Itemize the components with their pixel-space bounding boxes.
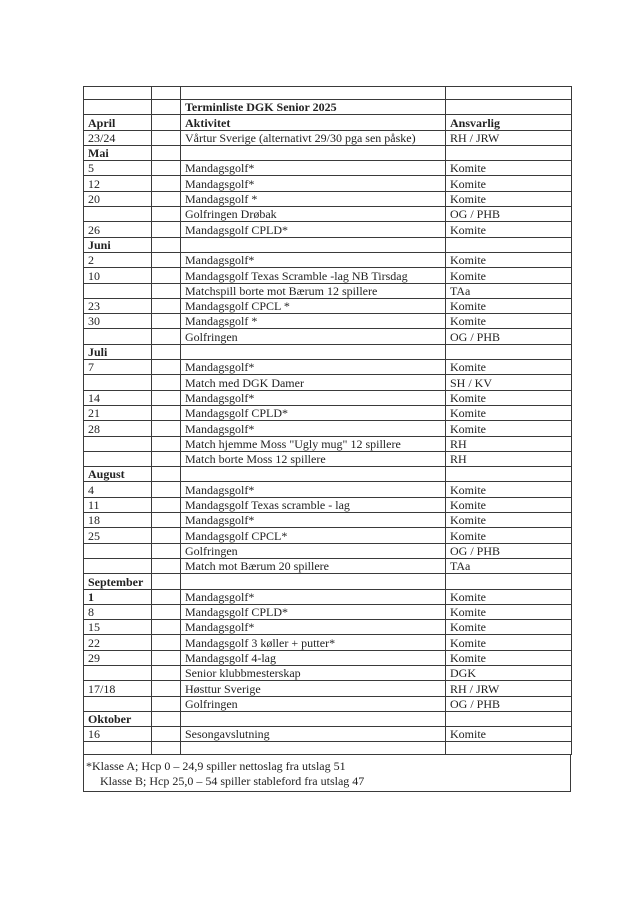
spacer-cell: [152, 635, 181, 650]
date-cell: Oktober: [84, 711, 152, 726]
date-cell: 22: [84, 635, 152, 650]
activity-cell: Sesongavslutning: [181, 727, 446, 742]
spacer-cell: [152, 451, 181, 466]
date-cell: 14: [84, 390, 152, 405]
schedule-title: Terminliste DGK Senior 2025: [181, 100, 446, 115]
table-row: [84, 283, 572, 298]
date-cell: September: [84, 574, 152, 589]
schedule-table: [83, 86, 572, 755]
spacer-cell: [152, 176, 181, 191]
month-header-row: [84, 115, 572, 130]
month-header-row: [84, 711, 572, 726]
spacer-cell: [152, 130, 181, 145]
table-row: [84, 482, 572, 497]
table-row: [84, 298, 572, 313]
responsible-cell: Komite: [446, 360, 572, 375]
responsible-cell: [446, 574, 572, 589]
date-cell: 10: [84, 268, 152, 283]
spacer-cell: [152, 574, 181, 589]
activity-cell: Mandagsgolf*: [181, 513, 446, 528]
spacer-cell: [152, 191, 181, 206]
activity-cell: Mandagsgolf CPLD*: [181, 604, 446, 619]
spacer-cell: [152, 421, 181, 436]
spacer-cell: [152, 161, 181, 176]
spacer-cell: [152, 314, 181, 329]
activity-cell: Match med DGK Damer: [181, 375, 446, 390]
spacer-cell: [152, 558, 181, 573]
spacer-cell: [152, 222, 181, 237]
activity-cell: [181, 711, 446, 726]
spacer-cell: [152, 252, 181, 267]
responsible-cell: Komite: [446, 620, 572, 635]
responsible-cell: Komite: [446, 298, 572, 313]
date-cell: 17/18: [84, 681, 152, 696]
spacer-cell: [152, 482, 181, 497]
spacer-cell: [152, 681, 181, 696]
date-cell: 23/24: [84, 130, 152, 145]
table-row: [84, 421, 572, 436]
date-cell: April: [84, 115, 152, 130]
activity-cell: Matchspill borte mot Bærum 12 spillere: [181, 283, 446, 298]
table-row: [84, 620, 572, 635]
activity-cell: Golfringen: [181, 329, 446, 344]
date-cell: Juli: [84, 344, 152, 359]
table-row: [84, 360, 572, 375]
date-cell: [84, 375, 152, 390]
responsible-cell: Komite: [446, 528, 572, 543]
activity-cell: Mandagsgolf 3 køller + putter*: [181, 635, 446, 650]
date-cell: 11: [84, 497, 152, 512]
spacer-cell: [152, 620, 181, 635]
date-cell: Mai: [84, 145, 152, 160]
date-cell: [84, 436, 152, 451]
responsible-cell: Komite: [446, 727, 572, 742]
spacer-cell: [152, 145, 181, 160]
responsible-cell: Komite: [446, 314, 572, 329]
responsible-cell: Komite: [446, 482, 572, 497]
table-bottom-row: [84, 742, 572, 755]
responsible-cell: Komite: [446, 650, 572, 665]
date-cell: [84, 543, 152, 558]
responsible-cell: OG / PHB: [446, 543, 572, 558]
spacer-cell: [152, 207, 181, 222]
date-cell: [84, 329, 152, 344]
table-row: [84, 268, 572, 283]
responsible-cell: [446, 711, 572, 726]
activity-cell: [181, 145, 446, 160]
responsible-cell: DGK: [446, 665, 572, 680]
date-cell: Juni: [84, 237, 152, 252]
table-row: [84, 405, 572, 420]
date-cell: [84, 558, 152, 573]
spacer-cell: [152, 467, 181, 482]
responsible-cell: RH: [446, 436, 572, 451]
responsible-cell: TAa: [446, 283, 572, 298]
activity-cell: Golfringen: [181, 696, 446, 711]
date-cell: 5: [84, 161, 152, 176]
table-row: [84, 513, 572, 528]
activity-cell: Mandagsgolf CPLD*: [181, 405, 446, 420]
table-top-row: [84, 87, 572, 100]
table-row: [84, 314, 572, 329]
date-cell: 1: [84, 589, 152, 604]
responsible-cell: Komite: [446, 421, 572, 436]
month-header-row: [84, 237, 572, 252]
spacer-cell: [152, 405, 181, 420]
responsible-cell: TAa: [446, 558, 572, 573]
activity-cell: Golfringen: [181, 543, 446, 558]
date-cell: 25: [84, 528, 152, 543]
date-cell: 7: [84, 360, 152, 375]
spacer-cell: [152, 604, 181, 619]
table-row: [84, 558, 572, 573]
activity-cell: Golfringen Drøbak: [181, 207, 446, 222]
activity-cell: Høsttur Sverige: [181, 681, 446, 696]
date-cell: August: [84, 467, 152, 482]
activity-cell: [181, 574, 446, 589]
date-cell: [84, 207, 152, 222]
spacer-cell: [152, 650, 181, 665]
activity-cell: Mandagsgolf CPCL *: [181, 298, 446, 313]
date-cell: 8: [84, 604, 152, 619]
table-row: [84, 665, 572, 680]
responsible-cell: Komite: [446, 589, 572, 604]
title-row: [84, 100, 572, 115]
responsible-cell: Komite: [446, 191, 572, 206]
activity-cell: [181, 467, 446, 482]
activity-cell: Mandagsgolf*: [181, 176, 446, 191]
activity-cell: Mandagsgolf*: [181, 421, 446, 436]
month-header-row: [84, 344, 572, 359]
date-cell: [84, 696, 152, 711]
spacer-cell: [152, 237, 181, 252]
month-header-row: [84, 574, 572, 589]
date-cell: 4: [84, 482, 152, 497]
responsible-cell: [446, 344, 572, 359]
responsible-cell: OG / PHB: [446, 329, 572, 344]
responsible-cell: [446, 467, 572, 482]
activity-cell: Mandagsgolf*: [181, 360, 446, 375]
table-row: [84, 696, 572, 711]
activity-cell: Mandagsgolf *: [181, 191, 446, 206]
spacer-cell: [152, 543, 181, 558]
activity-cell: Mandagsgolf*: [181, 589, 446, 604]
date-cell: 29: [84, 650, 152, 665]
date-cell: 21: [84, 405, 152, 420]
footnote-line-2: Klasse B; Hcp 25,0 – 54 spiller stableford fra utslag 47: [100, 774, 365, 789]
date-cell: 30: [84, 314, 152, 329]
activity-cell: Mandagsgolf*: [181, 620, 446, 635]
responsible-cell: Komite: [446, 390, 572, 405]
responsible-cell: RH / JRW: [446, 130, 572, 145]
table-row: [84, 207, 572, 222]
spacer-cell: [152, 696, 181, 711]
activity-cell: Aktivitet: [181, 115, 446, 130]
date-cell: 23: [84, 298, 152, 313]
responsible-cell: SH / KV: [446, 375, 572, 390]
table-row: [84, 635, 572, 650]
schedule-sheet: [83, 86, 571, 792]
activity-cell: Mandagsgolf Texas scramble - lag: [181, 497, 446, 512]
table-row: [84, 329, 572, 344]
responsible-cell: Komite: [446, 176, 572, 191]
date-cell: 18: [84, 513, 152, 528]
spacer-cell: [152, 360, 181, 375]
spacer-cell: [152, 497, 181, 512]
responsible-cell: Komite: [446, 268, 572, 283]
responsible-cell: Komite: [446, 513, 572, 528]
spacer-cell: [152, 115, 181, 130]
spacer-cell: [152, 344, 181, 359]
footnote-line-1: *Klasse A; Hcp 0 – 24,9 spiller nettoslag fra utslag 51: [86, 759, 346, 774]
table-row: [84, 436, 572, 451]
table-row: [84, 727, 572, 742]
activity-cell: Mandagsgolf*: [181, 390, 446, 405]
spacer-cell: [152, 268, 181, 283]
table-row: [84, 375, 572, 390]
table-row: [84, 650, 572, 665]
table-row: [84, 161, 572, 176]
spacer-cell: [152, 329, 181, 344]
responsible-cell: Komite: [446, 252, 572, 267]
responsible-cell: Ansvarlig: [446, 115, 572, 130]
spacer-cell: [152, 589, 181, 604]
date-cell: [84, 283, 152, 298]
date-cell: 2: [84, 252, 152, 267]
spacer-cell: [152, 711, 181, 726]
date-cell: 12: [84, 176, 152, 191]
table-row: [84, 191, 572, 206]
activity-cell: Mandagsgolf CPLD*: [181, 222, 446, 237]
date-cell: 28: [84, 421, 152, 436]
activity-cell: Vårtur Sverige (alternativt 29/30 pga sen påske): [181, 130, 446, 145]
table-row: [84, 390, 572, 405]
date-cell: [84, 665, 152, 680]
spacer-cell: [152, 513, 181, 528]
activity-cell: Match hjemme Moss "Ugly mug" 12 spillere: [181, 436, 446, 451]
activity-cell: Mandagsgolf*: [181, 252, 446, 267]
date-cell: 20: [84, 191, 152, 206]
spacer-cell: [152, 528, 181, 543]
table-row: [84, 130, 572, 145]
responsible-cell: RH / JRW: [446, 681, 572, 696]
date-cell: [84, 451, 152, 466]
responsible-cell: Komite: [446, 222, 572, 237]
month-header-row: [84, 467, 572, 482]
responsible-cell: Komite: [446, 161, 572, 176]
date-cell: 16: [84, 727, 152, 742]
table-row: [84, 222, 572, 237]
activity-cell: Mandagsgolf*: [181, 161, 446, 176]
spacer-cell: [152, 665, 181, 680]
spacer-cell: [152, 298, 181, 313]
date-cell: 26: [84, 222, 152, 237]
table-row: [84, 252, 572, 267]
responsible-cell: [446, 145, 572, 160]
spacer-cell: [152, 727, 181, 742]
spacer-cell: [152, 375, 181, 390]
table-row: [84, 176, 572, 191]
activity-cell: Mandagsgolf*: [181, 482, 446, 497]
activity-cell: Mandagsgolf CPCL*: [181, 528, 446, 543]
activity-cell: Mandagsgolf Texas Scramble -lag NB Tirsdag: [181, 268, 446, 283]
responsible-cell: Komite: [446, 635, 572, 650]
table-row: [84, 681, 572, 696]
activity-cell: Senior klubbmesterskap: [181, 665, 446, 680]
table-row: [84, 497, 572, 512]
activity-cell: [181, 237, 446, 252]
responsible-cell: Komite: [446, 405, 572, 420]
table-row: [84, 543, 572, 558]
responsible-cell: Komite: [446, 604, 572, 619]
table-row: [84, 528, 572, 543]
spacer-cell: [152, 283, 181, 298]
table-row: [84, 451, 572, 466]
activity-cell: Match borte Moss 12 spillere: [181, 451, 446, 466]
table-row: [84, 589, 572, 604]
responsible-cell: [446, 237, 572, 252]
footnote: [83, 755, 571, 792]
responsible-cell: OG / PHB: [446, 696, 572, 711]
responsible-cell: Komite: [446, 497, 572, 512]
spacer-cell: [152, 436, 181, 451]
responsible-cell: RH: [446, 451, 572, 466]
date-cell: 15: [84, 620, 152, 635]
month-header-row: [84, 145, 572, 160]
spacer-cell: [152, 390, 181, 405]
activity-cell: Mandagsgolf *: [181, 314, 446, 329]
activity-cell: Match mot Bærum 20 spillere: [181, 558, 446, 573]
activity-cell: Mandagsgolf 4-lag: [181, 650, 446, 665]
responsible-cell: OG / PHB: [446, 207, 572, 222]
table-row: [84, 604, 572, 619]
activity-cell: [181, 344, 446, 359]
